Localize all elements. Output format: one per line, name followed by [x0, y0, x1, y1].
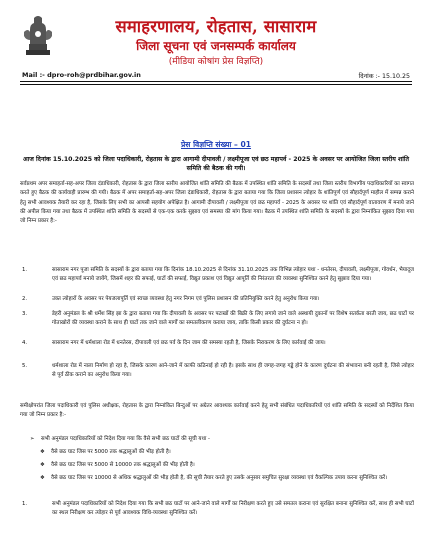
point-3	[22, 310, 414, 338]
point-text: सभी अनुमंडल पदाधिकारियों को निदेश दिया गया कि सभी छठ घाटों पर आने-जाने वाले मार्गों का निरीक्षण करते हुए उसे समतल कराना एवं सुरक्षित बनाना सुनिश्चित करें, साथ ही सभी घाटों का स्थल निरीक्षण कर त्योहार से पूर्व आवश्यक विधि-व्यवस्था सुनिश्चित करें।	[52, 501, 414, 517]
point-5	[22, 362, 414, 390]
date-label: दिनांक	[358, 73, 374, 80]
bullet-text: सभी अनुमंडल पदाधिकारियों को निदेश दिया गया कि वैसे सभी छठ घाटों की सूची यथा -	[41, 436, 210, 442]
department-name: जिला सूचना एवं जनसम्पर्क कार्यालय	[136, 39, 296, 53]
point-text: धर्मशाला रोड में नाला निर्माण हो रहा है, जिसके कारण आने-जाने में काफी कठिनाई हो रही है। इसके साथ ही जगह-जगह गड्ढे होने के कारण दुर्घटना की संभावना बनी रहती है, जिसे त्योहार से पूर्व ठीक कराने का अनुरोध किया गया।	[52, 363, 414, 379]
point-number: 1.	[22, 501, 28, 507]
point-2	[22, 295, 414, 305]
date-value: :- 15.10.25	[375, 73, 410, 80]
bullet-text: वैसे छठ घाट जिस पर 5000 से 10000 तक श्रद्धालुओं की भीड़ होती है।	[51, 462, 195, 468]
point-text: सासाराम नगर में धर्मशाला रोड में धनतेरस, दीपावली एवं छठ पर्व के दिन जाम की समस्या रहती है, जिसके निराकरण के लिए कार्रवाई की जाय।	[52, 340, 326, 346]
bullet-item	[40, 448, 410, 458]
point-number: 1.	[22, 267, 28, 273]
intro-paragraph: सर्वप्रथम अपर समाहर्ता-सह-अपर जिला दंडाधिकारी, रोहतास के द्वारा जिला स्तरीय आयोजित शांति समिति की बैठक में उपस्थित शांति समिति के सदस्यों तथा जिला स्तरीय विभागीय पदाधिकारियों का स्वागत करते हुए बैठक की कार्यवाही प्रारम्भ की गयी। बैठक में अपर समाहर्ता-सह-अपर जिला दंडाधिकारी, रोहतास के द्वारा बताया गया कि जिला प्रशासन त्योहार के शांतिपूर्ण एवं सौहार्दपूर्ण माहौल में सम्पन्न कराने हेतु सभी आवश्यक तैयारी कर रहा है, जिसके लिए सभी का आपसी सहयोग अपेक्षित है। आगामी दीपावली / लक्ष्मीपूजा एवं छठ महापर्व - 2025 के अवसर पर शांति एवं सौहार्दपूर्ण वातावरण में मनाये जाने की अपील किया गया तथा बैठक में उपस्थित शांति समिति के सदस्यों से एक-एक करके सुझाव एवं समस्या की मांग किया गया। बैठक में उपस्थित शांति समिति के सदस्यों के द्वारा निम्नांकित सुझाव दिया गया जो निम्न प्रकार है:-	[20, 181, 414, 225]
point-number: 2.	[22, 296, 28, 302]
point-text: उक्त त्योहारों के अवसर पर पेयजलापूर्ति एवं स्वच्छ व्यवस्था हेतु नगर निगम एवं पुलिस प्रशासन की प्रतिनियुक्ति करने हेतु अनुरोध किया गया।	[52, 296, 320, 302]
point-1	[22, 266, 414, 294]
mail-address[interactable]: dpro-roh@prdbihar.gov.in	[47, 71, 141, 79]
mail-label: Mail :-	[22, 71, 45, 79]
point-text: डेहरी अनुमंडल के श्री धर्मेश सिंह झा के द्वारा बताया गया कि दीपावली के अवसर पर पटाखों की बिक्री के लिए लगाये जाने वाले अस्थायी दुकानों पर विशेष सतर्कता बरती जाय, छठ घाटों पर गोताखोरों की व्यवस्था कराने के साथ ही घाटों तक जाने वाले मार्गों का समतलीकरण कराया जाय, ताकि किसी प्रकार की दुर्घटना न हो।	[52, 311, 414, 327]
point-text: सासाराम नगर पूजा समिति के सदस्यों के द्वारा बताया गया कि दिनांक 18.10.2025 से दिनांक 31.10.2025 तक विभिन्न त्योहार यथा - धनतेरस, दीपावली, लक्ष्मीपूजा, गोवर्धन, भैयादूज एवं छठ महापर्व मनाये जायेंगे, जिसमें शहर की सफाई, घाटों की सफाई, विद्युत प्रकाश एवं विद्युत आपूर्ति की निरंतरता की व्यवस्था सुनिश्चित करने हेतु सुझाव दिया गया।	[52, 267, 414, 283]
point-number: 5.	[22, 363, 28, 369]
arrow-icon: ➢	[30, 436, 35, 442]
date-line	[359, 71, 410, 80]
bullet-intro	[30, 435, 400, 445]
mail-line	[22, 71, 141, 79]
release-number: प्रेस विज्ञप्ति संख्या – 01	[180, 140, 252, 149]
office-title: समाहरणालय, रोहतास, सासाराम	[115, 17, 317, 36]
header-divider-thin	[20, 84, 412, 85]
header-divider	[20, 81, 412, 82]
bullet-text: वैसे छठ घाट जिस पर 10000 से अधिक श्रद्धालुओं की भीड़ होती है, की सूची तैयार करते हुए उसके अनुसार समुचित सुरक्षा व्यवस्था एवं वैकल्पिक उपाय करना सुनिश्चित करें।	[51, 475, 388, 481]
diamond-icon: ❖	[40, 475, 45, 481]
point-6	[22, 500, 414, 556]
point-number: 4.	[22, 340, 28, 346]
diamond-icon: ❖	[40, 449, 45, 455]
point-number: 3.	[22, 311, 28, 317]
bullet-item	[40, 474, 410, 494]
diamond-icon: ❖	[40, 462, 45, 468]
point-4	[22, 339, 414, 358]
bullet-text: वैसे छठ घाट जिस पर 5000 तक श्रद्धालुओं की भीड़ होती है।	[51, 449, 171, 455]
press-title: आज दिनांक 15.10.2025 को जिला पदाधिकारी, रोहतास के द्वारा आगामी दीपावली / लक्ष्मीपूजा एवं छठ महापर्व - 2025 के अवसर पर आयोजित जिला स्तरीय शांति समिति की बैठक की गयी।	[22, 156, 409, 172]
bullet-item	[40, 461, 410, 471]
cell-name: (मीडिया कोषांग प्रेस विज्ञप्ति)	[168, 57, 264, 67]
closing-paragraph: समीक्षोपरांत जिला पदाधिकारी एवं पुलिस अधीक्षक, रोहतास के द्वारा निम्नांकित बिन्दुओं पर अग्रेतर आवश्यक कार्रवाई करने हेतु सभी संबंधित पदाधिकारियों एवं शांति समिति के सदस्यों को निर्देशित किया गया जो निम्न प्रकार है:-	[20, 403, 414, 419]
